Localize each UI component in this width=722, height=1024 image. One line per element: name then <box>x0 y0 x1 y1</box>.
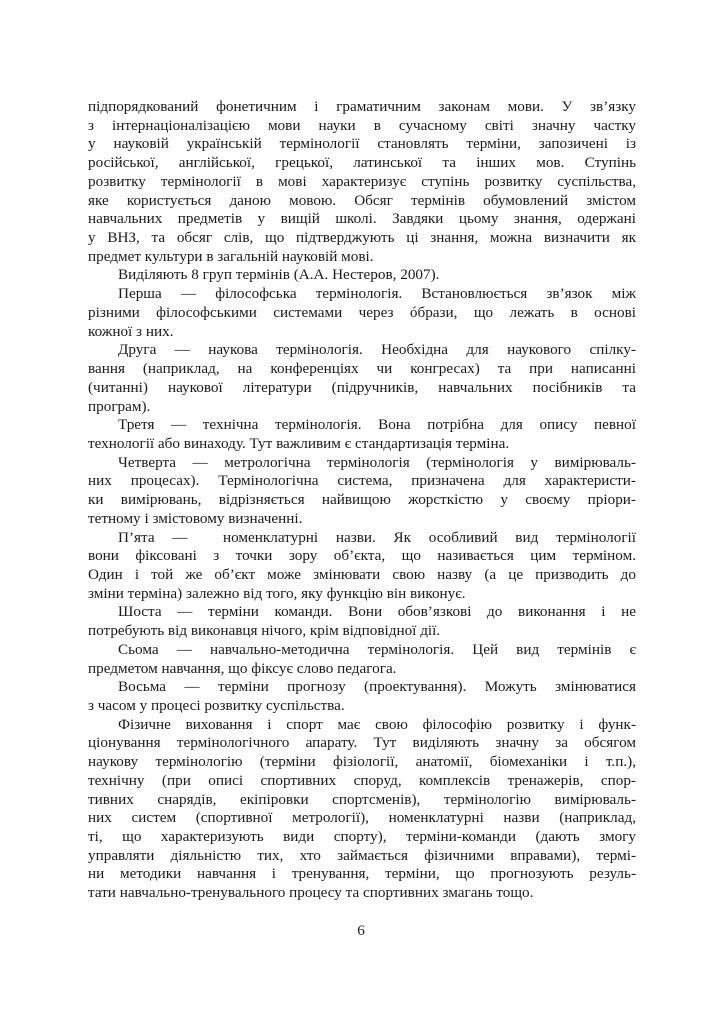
text-line: тетному і змістовому визначенні. <box>88 509 303 527</box>
paragraph <box>88 341 636 416</box>
text-line: Виділяють 8 груп термінів (А.А. Нестеров, 2007). <box>118 266 440 284</box>
text-line: Четверта — метрологічна термінологія (термінологія у вимірюваль- <box>118 453 636 471</box>
text-line: наукову термінологію (терміни фізіології, анатомії, біомеханіки і т.п.), <box>88 753 636 771</box>
text-line: технічну (при описі спортивних споруд, комплексів тренажерів, спор- <box>88 771 636 789</box>
text-line: у науковій українській термінології становлять терміни, запозичені із <box>88 135 636 153</box>
text-line: вання (наприклад, на конференціях чи конгресах) та при написанні <box>88 360 636 378</box>
text-line: ціонування термінологічного апарату. Тут виділяють значну за обсягом <box>88 734 636 752</box>
text-line: програм). <box>88 397 151 415</box>
text-line: у ВНЗ, та обсяг слів, що підтверджують ці знання, можна визначити як <box>88 229 636 247</box>
text-line: з часом у процесі розвитку суспільства. <box>88 697 345 714</box>
text-line: Перша — філософська термінологія. Встановлюється зв’язок між <box>118 285 636 303</box>
text-line: навчальних предметів у вищій школі. Завдяки цьому знання, одержані <box>88 210 636 228</box>
text-line: тивних снарядів, екіпіровки спортсменів), термінологію вимірюваль- <box>88 790 636 808</box>
paragraph <box>88 454 636 529</box>
text-line: предмет культури в загальній науковій мові. <box>88 247 374 265</box>
text-line: Третя — технічна термінологія. Вона потрібна для опису певної <box>118 416 636 434</box>
text-line: П’ята — номенклатурні назви. Як особливий вид термінології <box>118 528 636 546</box>
text-line: російської, англійської, грецької, латинської та інших мов. Ступінь <box>88 154 636 172</box>
text-line: Один і той же об’єкт може змінювати свою назву (а це призводить до <box>88 565 636 583</box>
text-line: потребують від виконавця нічого, крім відповідної дії. <box>88 622 441 640</box>
paragraph <box>88 266 636 285</box>
text-line: (читанні) наукової літератури (підручників, навчальних посібників та <box>88 378 636 396</box>
paragraph <box>88 678 636 715</box>
paragraph <box>88 716 636 903</box>
text-line: них систем (спортивної метрології), номенклатурні назви (наприклад, <box>88 809 636 827</box>
text-line: ті, що характеризують види спорту), терміни-команди (дають змогу <box>88 828 636 846</box>
text-line: Фізичне виховання і спорт має свою філософію розвитку і функ- <box>118 715 636 733</box>
text-line: них процесах). Термінологічна система, призначена для характеристи- <box>88 472 636 490</box>
text-line: технології або винаходу. Тут важливим є стандартизація терміна. <box>88 434 510 452</box>
text-line: розвитку термінології в мові характеризує ступінь розвитку суспільства, <box>88 172 636 190</box>
text-line: ни методики навчання і тренування, терміни, що прогнозують резуль- <box>88 865 636 883</box>
text-line: вони фіксовані з точки зору об’єкта, що називається цим терміном. <box>88 547 636 565</box>
paragraph <box>88 285 636 341</box>
text-line: кожної з них. <box>88 322 174 340</box>
text-line: ки вимірювань, відрізняється найвищою жорсткістю у своєму пріори- <box>88 491 636 509</box>
paragraph <box>88 603 636 640</box>
text-line: з інтернаціоналізацією мови науки в сучасному світі значну частку <box>88 116 636 134</box>
text-line: Восьма — терміни прогнозу (проектування). Можуть змінюватися <box>118 678 636 696</box>
paragraph <box>88 416 636 453</box>
text-line: Друга — наукова термінологія. Необхідна для наукового спілку- <box>118 341 636 359</box>
text-line: підпорядкований фонетичним і граматичним законам мови. У зв’язку <box>88 98 636 115</box>
text-line: різними філософськими системами через óбрази, що лежать в основі <box>88 303 636 321</box>
page-body-text <box>88 98 636 903</box>
text-line: тати навчально-тренувального процесу та спортивних змагань тощо. <box>88 884 534 902</box>
text-line: Сьома — навчально-методична термінологія. Цей вид термінів є <box>118 640 636 658</box>
paragraph <box>88 98 636 266</box>
text-line: яке користується даною мовою. Обсяг термінів обумовлений змістом <box>88 191 636 209</box>
paragraph <box>88 641 636 678</box>
page-number: 6 <box>357 922 365 939</box>
text-line: предметом навчання, що фіксує слово педагога. <box>88 659 397 677</box>
text-line: зміни терміна) залежно від того, яку функцію він виконує. <box>88 584 466 602</box>
paragraph <box>88 529 636 604</box>
text-line: Шоста — терміни команди. Вони обов’язкові до виконання і не <box>118 603 636 621</box>
text-line: управляти діяльністю тих, хто займається фізичними вправами), термі- <box>88 846 636 864</box>
